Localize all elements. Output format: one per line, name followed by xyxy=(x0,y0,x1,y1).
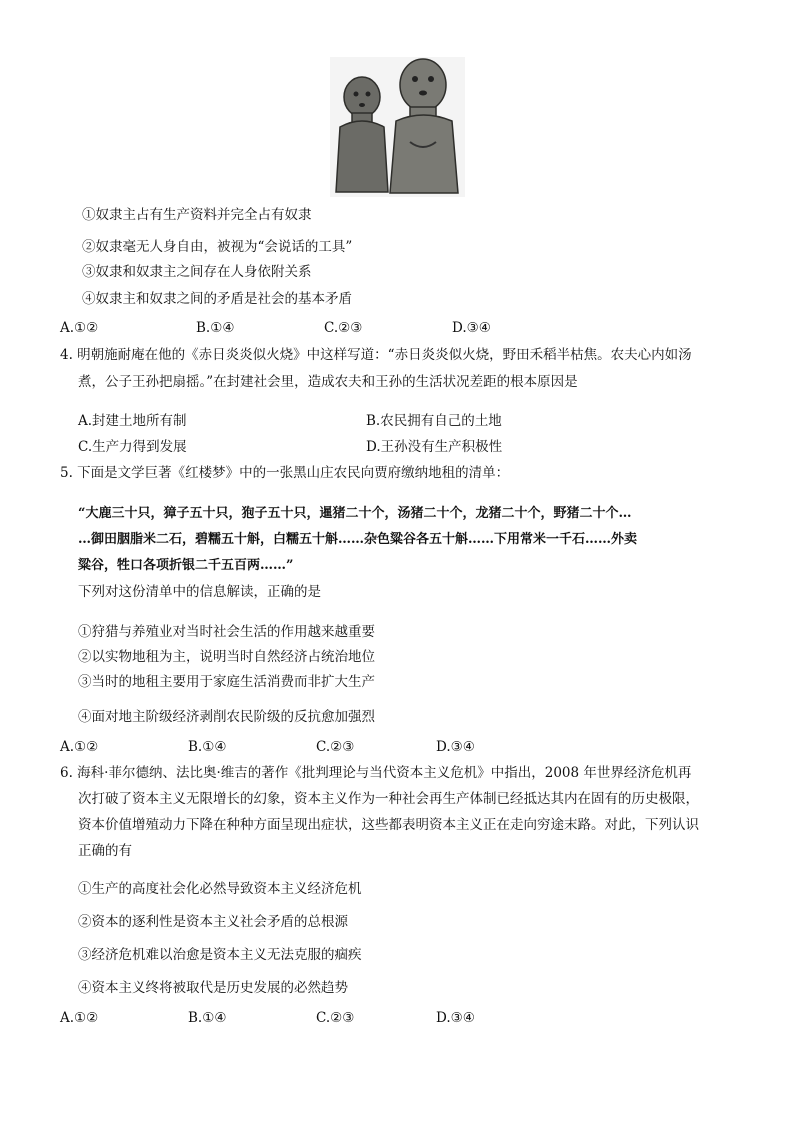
q6-stem-line-2: 次打破了资本主义无限增长的幻象，资本主义作为一种社会再生产体制已经抵达其内在固有的历史极限， xyxy=(78,791,699,807)
q6-stem-line-3: 资本价值增殖动力下降在种种方面呈现出症状，这些都表明资本主义正在走向穷途末路。对此，下列认识 xyxy=(78,817,699,833)
q6-stem-line-4: 正确的有 xyxy=(78,843,132,859)
q5-prompt: 下列对这份清单中的信息解读，正确的是 xyxy=(78,584,321,600)
q3-statement-2: ②奴隶毫无人身自由，被视为“会说话的工具” xyxy=(82,239,353,255)
q5-stem: 5. 下面是文学巨著《红楼梦》中的一张黑山庄农民向贾府缴纳地租的清单： xyxy=(60,465,510,481)
q5-option-a: A.①② xyxy=(60,739,99,755)
q6-option-d: D.③④ xyxy=(436,1010,475,1026)
figurine-photo xyxy=(330,57,465,197)
q3-option-c: C.②③ xyxy=(324,320,363,336)
q4-option-d: D.王孙没有生产积极性 xyxy=(366,439,503,455)
q3-statement-1: ①奴隶主占有生产资料并完全占有奴隶 xyxy=(82,207,312,223)
q5-option-d: D.③④ xyxy=(436,739,475,755)
q5-statement-2: ②以实物地租为主，说明当时自然经济占统治地位 xyxy=(78,649,375,665)
q6-statement-3: ③经济危机难以治愈是资本主义无法克服的痼疾 xyxy=(78,947,362,963)
q3-option-a: A.①② xyxy=(60,320,99,336)
q5-quote-line-1: “大鹿三十只，獐子五十只，狍子五十只，暹猪二十个，汤猪二十个，龙猪二十个，野猪二十个… xyxy=(78,506,632,521)
q3-statement-3: ③奴隶和奴隶主之间存在人身依附关系 xyxy=(82,264,312,280)
q6-statement-1: ①生产的高度社会化必然导致资本主义经济危机 xyxy=(78,881,362,897)
q5-quote-line-3: 粱谷，牲口各项折银二千五百两……” xyxy=(78,558,294,573)
q5-option-b: B.①④ xyxy=(188,739,227,755)
q5-option-c: C.②③ xyxy=(316,739,355,755)
q3-option-d: D.③④ xyxy=(452,320,491,336)
q6-statement-4: ④资本主义终将被取代是历史发展的必然趋势 xyxy=(78,980,348,996)
q4-option-b: B.农民拥有自己的土地 xyxy=(366,413,502,429)
q4-stem-line-2: 煮，公子王孙把扇摇。”在封建社会里，造成农夫和王孙的生活状况差距的根本原因是 xyxy=(78,374,578,390)
q6-option-a: A.①② xyxy=(60,1010,99,1026)
q5-statement-4: ④面对地主阶级经济剥削农民阶级的反抗愈加强烈 xyxy=(78,709,375,725)
q4-option-a: A.封建土地所有制 xyxy=(78,413,187,429)
q6-option-c: C.②③ xyxy=(316,1010,355,1026)
q6-option-b: B.①④ xyxy=(188,1010,227,1026)
q4-option-c: C.生产力得到发展 xyxy=(78,439,187,455)
q3-option-b: B.①④ xyxy=(196,320,235,336)
q6-statement-2: ②资本的逐利性是资本主义社会矛盾的总根源 xyxy=(78,914,348,930)
q5-statement-3: ③当时的地租主要用于家庭生活消费而非扩大生产 xyxy=(78,674,375,690)
q3-statement-4: ④奴隶主和奴隶之间的矛盾是社会的基本矛盾 xyxy=(82,291,352,307)
q5-statement-1: ①狩猎与养殖业对当时社会生活的作用越来越重要 xyxy=(78,624,375,640)
q4-stem-line-1: 4. 明朝施耐庵在他的《赤日炎炎似火烧》中这样写道：“赤日炎炎似火烧，野田禾稻半枯焦。农夫心内如汤 xyxy=(60,347,692,363)
q6-stem-line-1: 6. 海科·菲尔德纳、法比奥·维吉的著作《批判理论与当代资本主义危机》中指出，2008 年世界经济危机再 xyxy=(60,765,692,781)
q5-quote-line-2: …御田胭脂米二石，碧糯五十斛，白糯五十斛……杂色粱谷各五十斛……下用常米一千石……外卖 xyxy=(78,532,638,547)
